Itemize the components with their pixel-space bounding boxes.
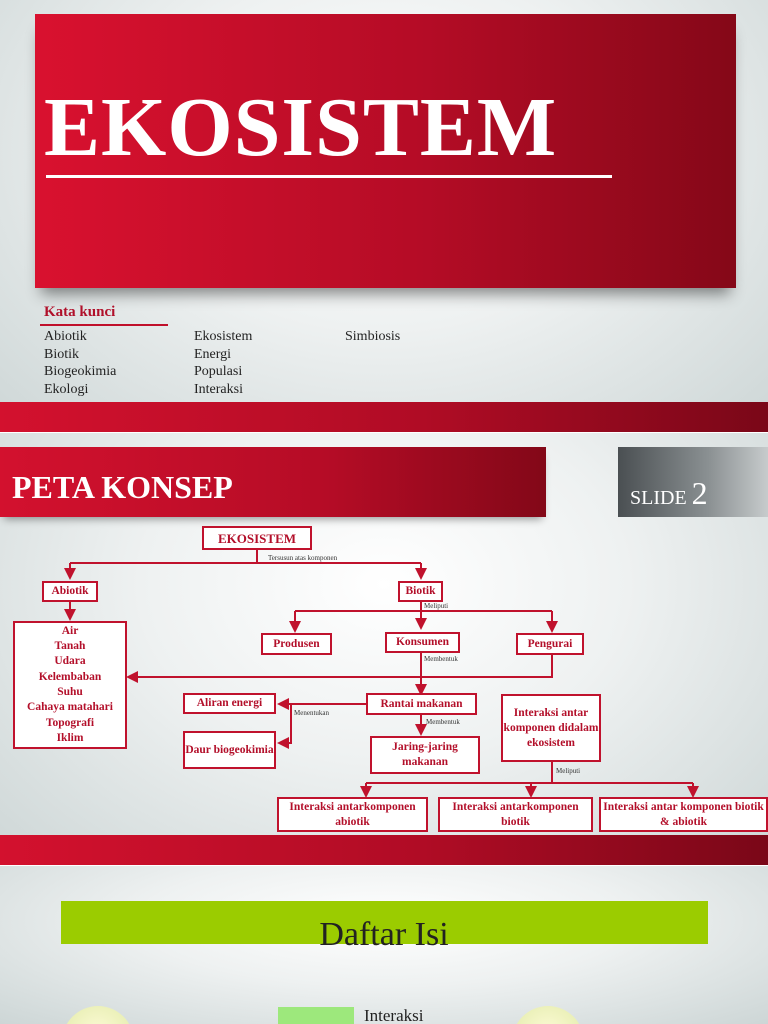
slide-title: PETA KONSEP bbox=[12, 469, 233, 505]
node-abiotik-list bbox=[13, 621, 127, 749]
keyword: Biotik bbox=[44, 346, 80, 362]
item-marker bbox=[278, 1007, 354, 1024]
bottom-red-bar bbox=[0, 835, 768, 865]
node-rantai-makanan: Rantai makanan bbox=[366, 693, 477, 715]
toc-item: Interaksi bbox=[364, 1006, 424, 1024]
title-underline bbox=[46, 175, 612, 178]
node-abiotik: Abiotik bbox=[42, 581, 98, 602]
abiotik-item: Iklim bbox=[56, 731, 84, 744]
slide-1 bbox=[0, 0, 768, 432]
keyword: Abiotik bbox=[44, 329, 87, 344]
node-jaring-jaring: Jaring-jaring makanan bbox=[370, 736, 480, 774]
abiotik-item: Tanah bbox=[54, 640, 86, 653]
bottom-red-bar bbox=[0, 402, 768, 432]
abiotik-item: Cahaya matahari bbox=[27, 701, 113, 714]
slide-label: SLIDE bbox=[630, 487, 687, 509]
abiotik-item: Air bbox=[61, 624, 79, 637]
slide-3 bbox=[0, 866, 768, 1024]
keyword: Ekosistem bbox=[194, 329, 253, 344]
keywords-column-1 bbox=[44, 328, 116, 398]
connector-label: Membentuk bbox=[424, 655, 458, 663]
slide-title: Daftar Isi bbox=[319, 916, 449, 953]
node-interaksi-komponen: Interaksi antar komponen didalam ekosistem bbox=[501, 694, 601, 762]
node-aliran-energi: Aliran energi bbox=[183, 693, 276, 714]
keyword: Simbiosis bbox=[345, 329, 401, 344]
keywords-underline bbox=[40, 324, 168, 326]
decorative-circle bbox=[62, 1006, 134, 1024]
slide-2 bbox=[0, 433, 768, 865]
node-ekosistem: EKOSISTEM bbox=[202, 526, 312, 550]
slide-number: 2 bbox=[691, 475, 708, 511]
keyword: Interaksi bbox=[194, 381, 243, 397]
connector-label: Meliputi bbox=[424, 602, 449, 610]
node-interaksi-biotik-abiotik: Interaksi antar komponen biotik & abiotik bbox=[599, 797, 768, 832]
node-daur-biogeokimia: Daur biogeokimia bbox=[183, 731, 276, 769]
node-interaksi-abiotik: Interaksi antarkomponen abiotik bbox=[277, 797, 428, 832]
connector-label: Tersusun atas komponen bbox=[268, 554, 338, 562]
node-produsen: Produsen bbox=[261, 633, 332, 655]
keyword: Populasi bbox=[194, 364, 243, 379]
connector-label: Meliputi bbox=[556, 767, 581, 775]
connector-label: Membentuk bbox=[426, 718, 460, 726]
abiotik-item: Udara bbox=[54, 655, 86, 668]
abiotik-item: Topografi bbox=[45, 716, 95, 729]
node-pengurai: Pengurai bbox=[516, 633, 584, 655]
keywords-column-3 bbox=[345, 328, 400, 346]
keyword: Energi bbox=[194, 346, 232, 362]
decorative-circle bbox=[512, 1006, 584, 1024]
keywords-heading: Kata kunci bbox=[44, 304, 116, 320]
connector-label: Menentukan bbox=[294, 709, 329, 717]
keyword: Ekologi bbox=[44, 381, 89, 397]
keywords-column-2 bbox=[194, 328, 252, 398]
slide-title: EKOSISTEM bbox=[44, 81, 558, 174]
node-konsumen: Konsumen bbox=[385, 632, 460, 653]
node-biotik: Biotik bbox=[398, 581, 443, 602]
keyword: Biogeokimia bbox=[44, 364, 117, 379]
abiotik-item: Suhu bbox=[57, 686, 83, 698]
node-interaksi-biotik: Interaksi antarkomponen biotik bbox=[438, 797, 593, 832]
abiotik-item: Kelembaban bbox=[38, 670, 102, 683]
